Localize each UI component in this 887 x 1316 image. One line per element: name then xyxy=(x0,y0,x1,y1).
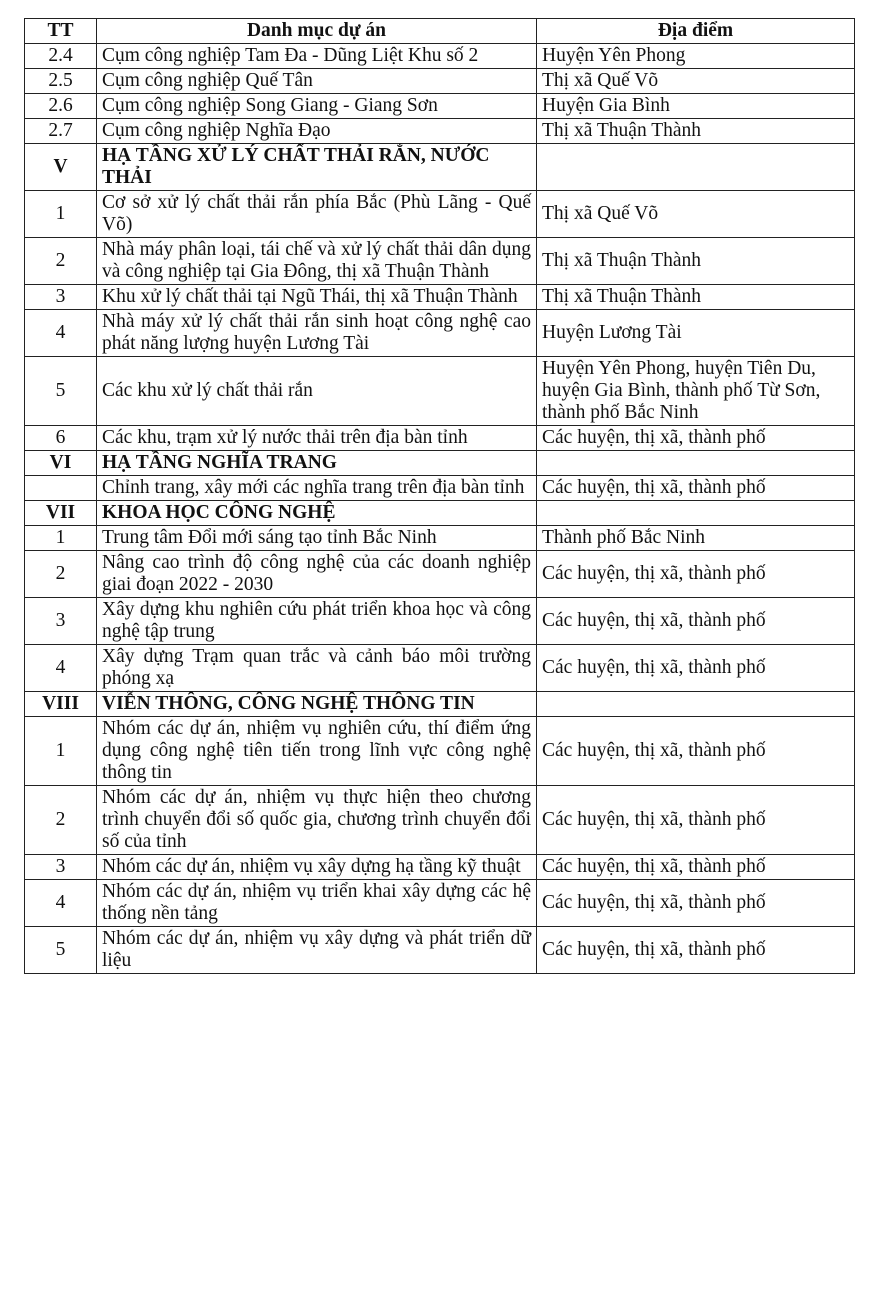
cell-project-name: Nhóm các dự án, nhiệm vụ triển khai xây dựng các hệ thống nền tảng xyxy=(97,880,537,927)
cell-project-name: Xây dựng Trạm quan trắc và cảnh báo môi trường phóng xạ xyxy=(97,645,537,692)
cell-project-name: Các khu, trạm xử lý nước thải trên địa bàn tỉnh xyxy=(97,426,537,451)
cell-location: Các huyện, thị xã, thành phố xyxy=(537,551,855,598)
cell-location: Các huyện, thị xã, thành phố xyxy=(537,645,855,692)
cell-location: Huyện Gia Bình xyxy=(537,94,855,119)
cell-project-name: Xây dựng khu nghiên cứu phát triển khoa học và công nghệ tập trung xyxy=(97,598,537,645)
table-row xyxy=(25,357,855,426)
cell-location xyxy=(537,451,855,476)
cell-tt: 6 xyxy=(25,426,97,451)
cell-location: Các huyện, thị xã, thành phố xyxy=(537,855,855,880)
table-row xyxy=(25,119,855,144)
cell-project-name: Nhóm các dự án, nhiệm vụ thực hiện theo chương trình chuyển đổi số quốc gia, chương trình chuyển đổi số của tỉnh xyxy=(97,786,537,855)
section-row xyxy=(25,501,855,526)
header-location: Địa điểm xyxy=(537,19,855,44)
cell-location: Thị xã Thuận Thành xyxy=(537,238,855,285)
table-row xyxy=(25,927,855,974)
cell-location: Các huyện, thị xã, thành phố xyxy=(537,598,855,645)
cell-location xyxy=(537,144,855,191)
cell-location: Các huyện, thị xã, thành phố xyxy=(537,786,855,855)
cell-location xyxy=(537,692,855,717)
cell-tt: V xyxy=(25,144,97,191)
cell-project-name: Nhóm các dự án, nhiệm vụ xây dựng và phát triển dữ liệu xyxy=(97,927,537,974)
cell-tt: 5 xyxy=(25,357,97,426)
cell-tt: 2 xyxy=(25,786,97,855)
cell-tt: 5 xyxy=(25,927,97,974)
cell-tt: 2 xyxy=(25,551,97,598)
section-title: VIỄN THÔNG, CÔNG NGHỆ THÔNG TIN xyxy=(97,692,537,717)
section-row xyxy=(25,451,855,476)
table-row xyxy=(25,191,855,238)
cell-tt: 2 xyxy=(25,238,97,285)
table-row xyxy=(25,476,855,501)
cell-location: Huyện Lương Tài xyxy=(537,310,855,357)
section-title: HẠ TẦNG XỬ LÝ CHẤT THẢI RẮN, NƯỚC THẢI xyxy=(97,144,537,191)
cell-location: Huyện Yên Phong, huyện Tiên Du, huyện Gia Bình, thành phố Từ Sơn, thành phố Bắc Ninh xyxy=(537,357,855,426)
table-row xyxy=(25,94,855,119)
table-row xyxy=(25,526,855,551)
table-row xyxy=(25,786,855,855)
cell-project-name: Nhóm các dự án, nhiệm vụ xây dựng hạ tầng kỹ thuật xyxy=(97,855,537,880)
cell-location: Thị xã Quế Võ xyxy=(537,191,855,238)
table-row xyxy=(25,855,855,880)
cell-project-name: Cụm công nghiệp Nghĩa Đạo xyxy=(97,119,537,144)
cell-project-name: Cụm công nghiệp Song Giang - Giang Sơn xyxy=(97,94,537,119)
cell-location xyxy=(537,501,855,526)
table-header-row xyxy=(25,19,855,44)
cell-location: Huyện Yên Phong xyxy=(537,44,855,69)
cell-tt: 4 xyxy=(25,310,97,357)
cell-tt: 1 xyxy=(25,191,97,238)
cell-tt: 3 xyxy=(25,855,97,880)
project-table xyxy=(24,18,855,974)
cell-project-name: Nhà máy xử lý chất thải rắn sinh hoạt công nghệ cao phát năng lượng huyện Lương Tài xyxy=(97,310,537,357)
table-row xyxy=(25,426,855,451)
cell-location: Thị xã Thuận Thành xyxy=(537,119,855,144)
cell-project-name: Cụm công nghiệp Tam Đa - Dũng Liệt Khu số 2 xyxy=(97,44,537,69)
cell-tt: VI xyxy=(25,451,97,476)
table-row xyxy=(25,44,855,69)
cell-project-name: Chỉnh trang, xây mới các nghĩa trang trên địa bàn tỉnh xyxy=(97,476,537,501)
cell-project-name: Cụm công nghiệp Quế Tân xyxy=(97,69,537,94)
cell-project-name: Các khu xử lý chất thải rắn xyxy=(97,357,537,426)
cell-location: Các huyện, thị xã, thành phố xyxy=(537,717,855,786)
table-row xyxy=(25,238,855,285)
cell-tt: 1 xyxy=(25,717,97,786)
cell-project-name: Nhóm các dự án, nhiệm vụ nghiên cứu, thí điểm ứng dụng công nghệ tiên tiến trong lĩnh vực công nghệ thông tin xyxy=(97,717,537,786)
table-row xyxy=(25,310,855,357)
cell-tt: 3 xyxy=(25,598,97,645)
table-row xyxy=(25,717,855,786)
cell-project-name: Cơ sở xử lý chất thải rắn phía Bắc (Phù Lãng - Quế Võ) xyxy=(97,191,537,238)
cell-location: Các huyện, thị xã, thành phố xyxy=(537,880,855,927)
table-row xyxy=(25,598,855,645)
cell-tt: 2.5 xyxy=(25,69,97,94)
cell-location: Các huyện, thị xã, thành phố xyxy=(537,476,855,501)
table-row xyxy=(25,880,855,927)
cell-location: Thị xã Thuận Thành xyxy=(537,285,855,310)
section-row xyxy=(25,144,855,191)
cell-location: Các huyện, thị xã, thành phố xyxy=(537,927,855,974)
cell-tt: 1 xyxy=(25,526,97,551)
cell-tt xyxy=(25,476,97,501)
cell-tt: 3 xyxy=(25,285,97,310)
header-project-name: Danh mục dự án xyxy=(97,19,537,44)
table-row xyxy=(25,285,855,310)
table-row xyxy=(25,645,855,692)
cell-project-name: Khu xử lý chất thải tại Ngũ Thái, thị xã Thuận Thành xyxy=(97,285,537,310)
table-body xyxy=(25,44,855,974)
cell-tt: 4 xyxy=(25,645,97,692)
header-tt: TT xyxy=(25,19,97,44)
cell-tt: 2.7 xyxy=(25,119,97,144)
section-title: HẠ TẦNG NGHĨA TRANG xyxy=(97,451,537,476)
section-title: KHOA HỌC CÔNG NGHỆ xyxy=(97,501,537,526)
cell-tt: 2.4 xyxy=(25,44,97,69)
cell-project-name: Nhà máy phân loại, tái chế và xử lý chất thải dân dụng và công nghiệp tại Gia Đông, thị xã Thuận Thành xyxy=(97,238,537,285)
table-row xyxy=(25,69,855,94)
cell-location: Thị xã Quế Võ xyxy=(537,69,855,94)
cell-tt: 2.6 xyxy=(25,94,97,119)
cell-project-name: Nâng cao trình độ công nghệ của các doanh nghiệp giai đoạn 2022 - 2030 xyxy=(97,551,537,598)
cell-location: Thành phố Bắc Ninh xyxy=(537,526,855,551)
cell-project-name: Trung tâm Đổi mới sáng tạo tỉnh Bắc Ninh xyxy=(97,526,537,551)
section-row xyxy=(25,692,855,717)
cell-tt: 4 xyxy=(25,880,97,927)
table-row xyxy=(25,551,855,598)
cell-tt: VII xyxy=(25,501,97,526)
cell-tt: VIII xyxy=(25,692,97,717)
cell-location: Các huyện, thị xã, thành phố xyxy=(537,426,855,451)
